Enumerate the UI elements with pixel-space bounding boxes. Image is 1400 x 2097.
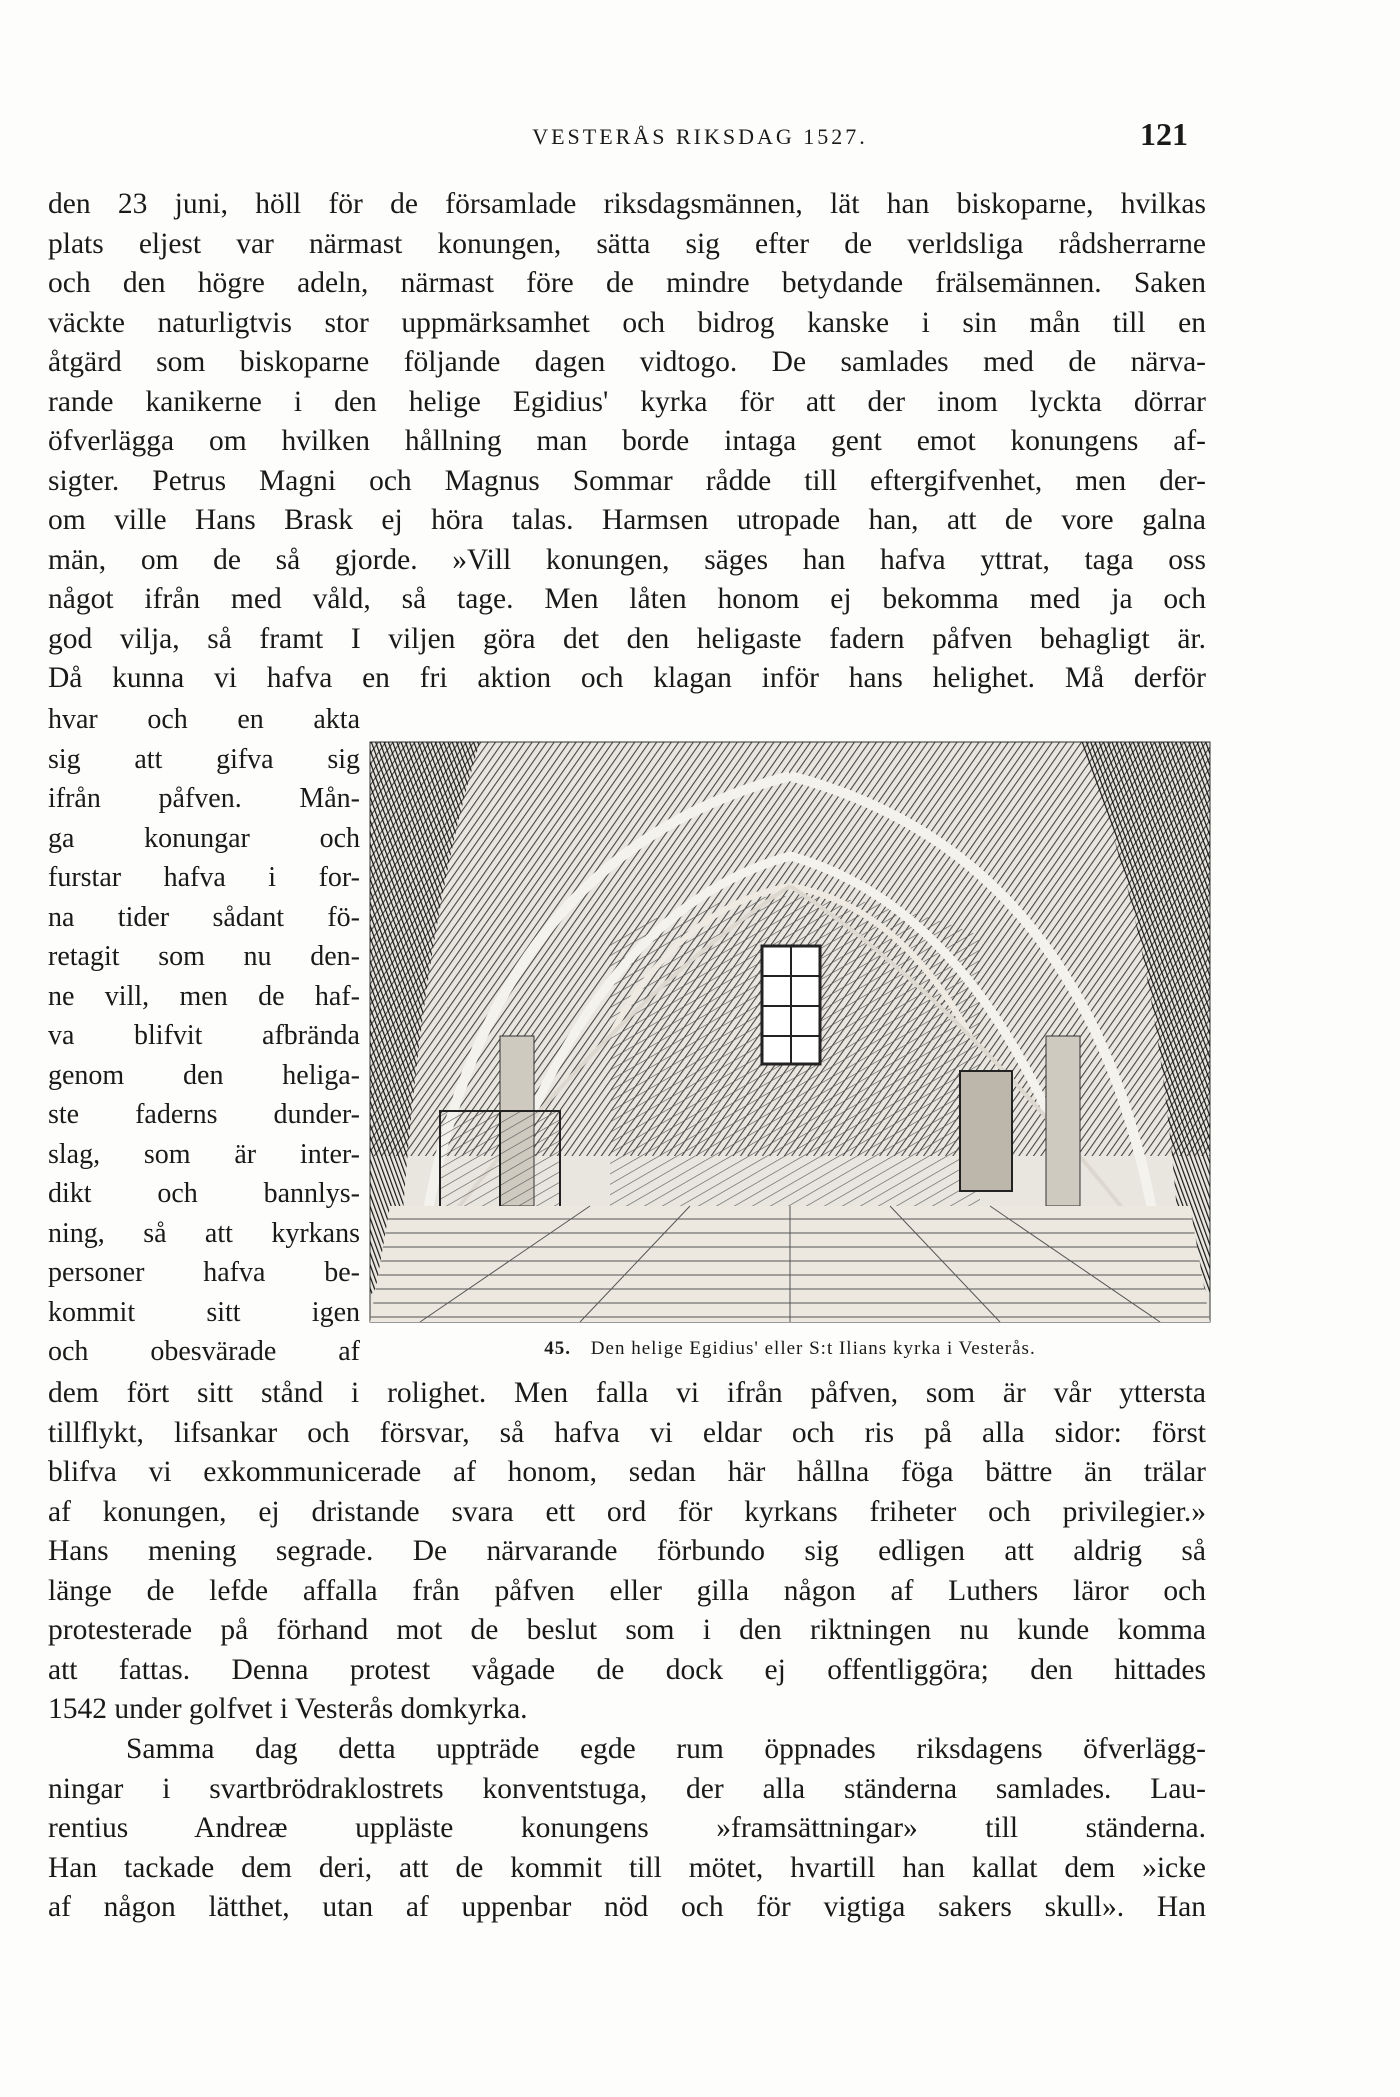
text-line: retagit som nu den-: [48, 941, 360, 972]
text-line: 1542 under golfvet i Vesterås domkyrka.: [48, 1693, 528, 1725]
text-line: va blifvit afbrända: [48, 1020, 360, 1051]
text-line: slag, som är inter-: [48, 1138, 360, 1170]
text-line: och den högre adeln, närmast före de mindre betydande frälsemännen. Saken: [48, 267, 1206, 299]
text-line: personer hafva be-: [48, 1257, 360, 1288]
text-line: den 23 juni, höll för de församlade riksdagsmännen, lät han biskoparne, hvilkas: [48, 188, 1206, 220]
text-line: dikt och bannlys-: [48, 1178, 360, 1209]
text-line: god vilja, så framt I viljen göra det den heligaste fadern påfven behagligt är.: [48, 622, 1206, 655]
text-line: om ville Hans Brask ej höra talas. Harmsen utropade han, att de vore galna: [48, 504, 1206, 536]
text-line: ste faderns dunder-: [48, 1099, 360, 1130]
running-head: [0, 116, 1400, 156]
text-line: dem fört sitt stånd i rolighet. Men falla vi ifrån påfven, som är vår yttersta: [48, 1377, 1206, 1409]
text-line: Samma dag detta uppträde egde rum öppnades riksdagens öfverlägg-: [126, 1733, 1206, 1765]
text-line: Då kunna vi hafva en fri aktion och klagan inför hans helighet. Må derför: [48, 662, 1206, 694]
text-line: Han tackade dem deri, att de kommit till mötet, hvartill han kallat dem »icke: [48, 1851, 1206, 1884]
paragraph-top: [48, 185, 1206, 699]
text-line: plats eljest var närmast konungen, sätta sig efter de verldsliga rådsherrarne: [48, 227, 1206, 260]
text-line: och obesvärade af: [48, 1336, 360, 1367]
text-line: rande kanikerne i den helige Egidius' kyrka för att der inom lyckta dörrar: [48, 385, 1206, 418]
text-line: länge de lefde affalla från påfven eller gilla någon af Luthers läror och: [48, 1574, 1206, 1607]
text-line: väckte naturligtvis stor uppmärksamhet och bidrog kanske i sin mån till en: [48, 306, 1206, 339]
text-line: ifrån påfven. Mån-: [48, 783, 360, 814]
text-line: att fattas. Denna protest vågade de dock ej offentliggöra; den hittades: [48, 1653, 1206, 1686]
text-line: protesterade på förhand mot de beslut som i den riktningen nu kunde komma: [48, 1614, 1206, 1646]
text-line: furstar hafva i for-: [48, 862, 360, 893]
text-line: åtgärd som biskoparne följande dagen vidtogo. De samlades med de närva-: [48, 346, 1206, 378]
text-line: något ifrån med våld, så tage. Men låten honom ej bekomma med ja och: [48, 583, 1206, 615]
paragraph-after-figure: [48, 1374, 1206, 1730]
figure-caption: [360, 1336, 1220, 1362]
figure-caption-text: Den helige Egidius' eller S:t Ilians kyrka i Vesterås.: [590, 1338, 1036, 1359]
text-line: tillflykt, lifsankar och försvar, så hafva vi eldar och ris på alla sidor: först: [48, 1416, 1206, 1449]
text-line: af någon lätthet, utan af uppenbar nöd och för vigtiga sakers skull». Han: [48, 1891, 1206, 1923]
text-line: Hans mening segrade. De närvarande förbundo sig edligen att aldrig så: [48, 1535, 1206, 1567]
church-interior-figure: [360, 736, 1220, 1359]
text-line: män, om de så gjorde. »Vill konungen, säges han hafva yttrat, taga oss: [48, 543, 1206, 576]
page-number: 121: [1140, 116, 1188, 152]
text-line: af konungen, ej dristande svara ett ord för kyrkans friheter och privilegier.»: [48, 1495, 1206, 1528]
text-line: sig att gifva sig: [48, 743, 360, 775]
text-line: kommit sitt igen: [48, 1296, 360, 1328]
running-title: VESTERÅS RIKSDAG 1527.: [532, 124, 868, 149]
text-line: ga konungar och: [48, 822, 360, 854]
text-line: öfverlägga om hvilken hållning man borde intaga gent emot konungens af-: [48, 425, 1206, 457]
text-line: ne vill, men de haf-: [48, 980, 360, 1012]
paragraph-second: [48, 1730, 1206, 1928]
text-line: hvar och en akta: [48, 704, 360, 735]
text-line: genom den heliga-: [48, 1059, 360, 1091]
engraving-illustration: [360, 736, 1220, 1326]
text-line: ningar i svartbrödraklostrets konventstuga, der alla ständerna samlades. Lau-: [48, 1772, 1206, 1805]
text-line: ning, så att kyrkans: [48, 1217, 360, 1249]
figure-number: 45.: [544, 1338, 572, 1359]
text-line: blifva vi exkommunicerade af honom, sedan här hållna föga bättre än trälar: [48, 1456, 1206, 1488]
wrap-column: [48, 700, 360, 1372]
text-line: sigter. Petrus Magni och Magnus Sommar rådde till eftergifvenhet, men der-: [48, 464, 1206, 497]
text-line: rentius Andreæ uppläste konungens »framsättningar» till ständerna.: [48, 1812, 1206, 1844]
text-line: na tider sådant fö-: [48, 901, 360, 933]
